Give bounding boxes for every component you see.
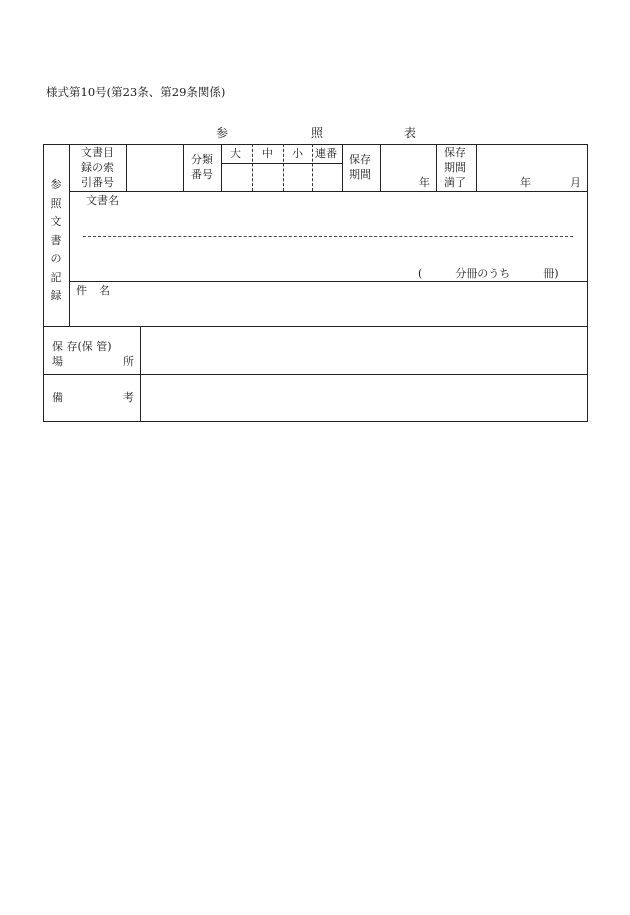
index-number-field[interactable]	[127, 145, 182, 190]
class-minor-field[interactable]	[284, 164, 312, 190]
title-char-3: 表	[404, 126, 417, 140]
storage-location-field[interactable]	[141, 327, 587, 374]
title-char-1: 参	[216, 126, 229, 140]
class-major-header: 大	[230, 147, 241, 160]
remarks-label: 備 考	[52, 391, 134, 404]
serial-number-field[interactable]	[313, 164, 342, 190]
document-name-field[interactable]	[84, 210, 572, 235]
title-char-2: 照	[311, 126, 324, 140]
class-middle-header: 中	[262, 147, 273, 160]
class-major-field[interactable]	[222, 164, 252, 190]
retention-expiry-label: 保存 期間 満了	[444, 146, 466, 189]
storage-location-label: 保 存(保 管) 場 所	[52, 340, 134, 368]
subject-label: 件 名	[76, 284, 110, 297]
expiry-date-field[interactable]	[477, 145, 517, 190]
serial-number-header: 連番	[315, 147, 337, 160]
form-number: 様式第10号(第23条、第29条関係)	[46, 85, 226, 99]
index-number-label: 文書目 録の索 引番号	[81, 146, 114, 189]
class-middle-field[interactable]	[253, 164, 283, 190]
classification-number-label: 分類 番号	[191, 153, 213, 181]
expiry-month-unit: 月	[570, 176, 581, 189]
subject-field[interactable]	[110, 283, 585, 323]
class-minor-header: 小	[292, 147, 303, 160]
expiry-year-unit: 年	[520, 176, 531, 189]
record-side-label: 参 照 文 書 の 記 録	[50, 178, 62, 302]
retention-period-field[interactable]	[381, 145, 417, 190]
retention-period-label: 保存 期間	[349, 153, 371, 181]
remarks-field[interactable]	[141, 375, 587, 421]
document-name-label: 文書名	[86, 194, 119, 207]
volume-note: ( 分冊のうち 冊)	[418, 267, 559, 280]
retention-year-unit: 年	[419, 176, 430, 189]
